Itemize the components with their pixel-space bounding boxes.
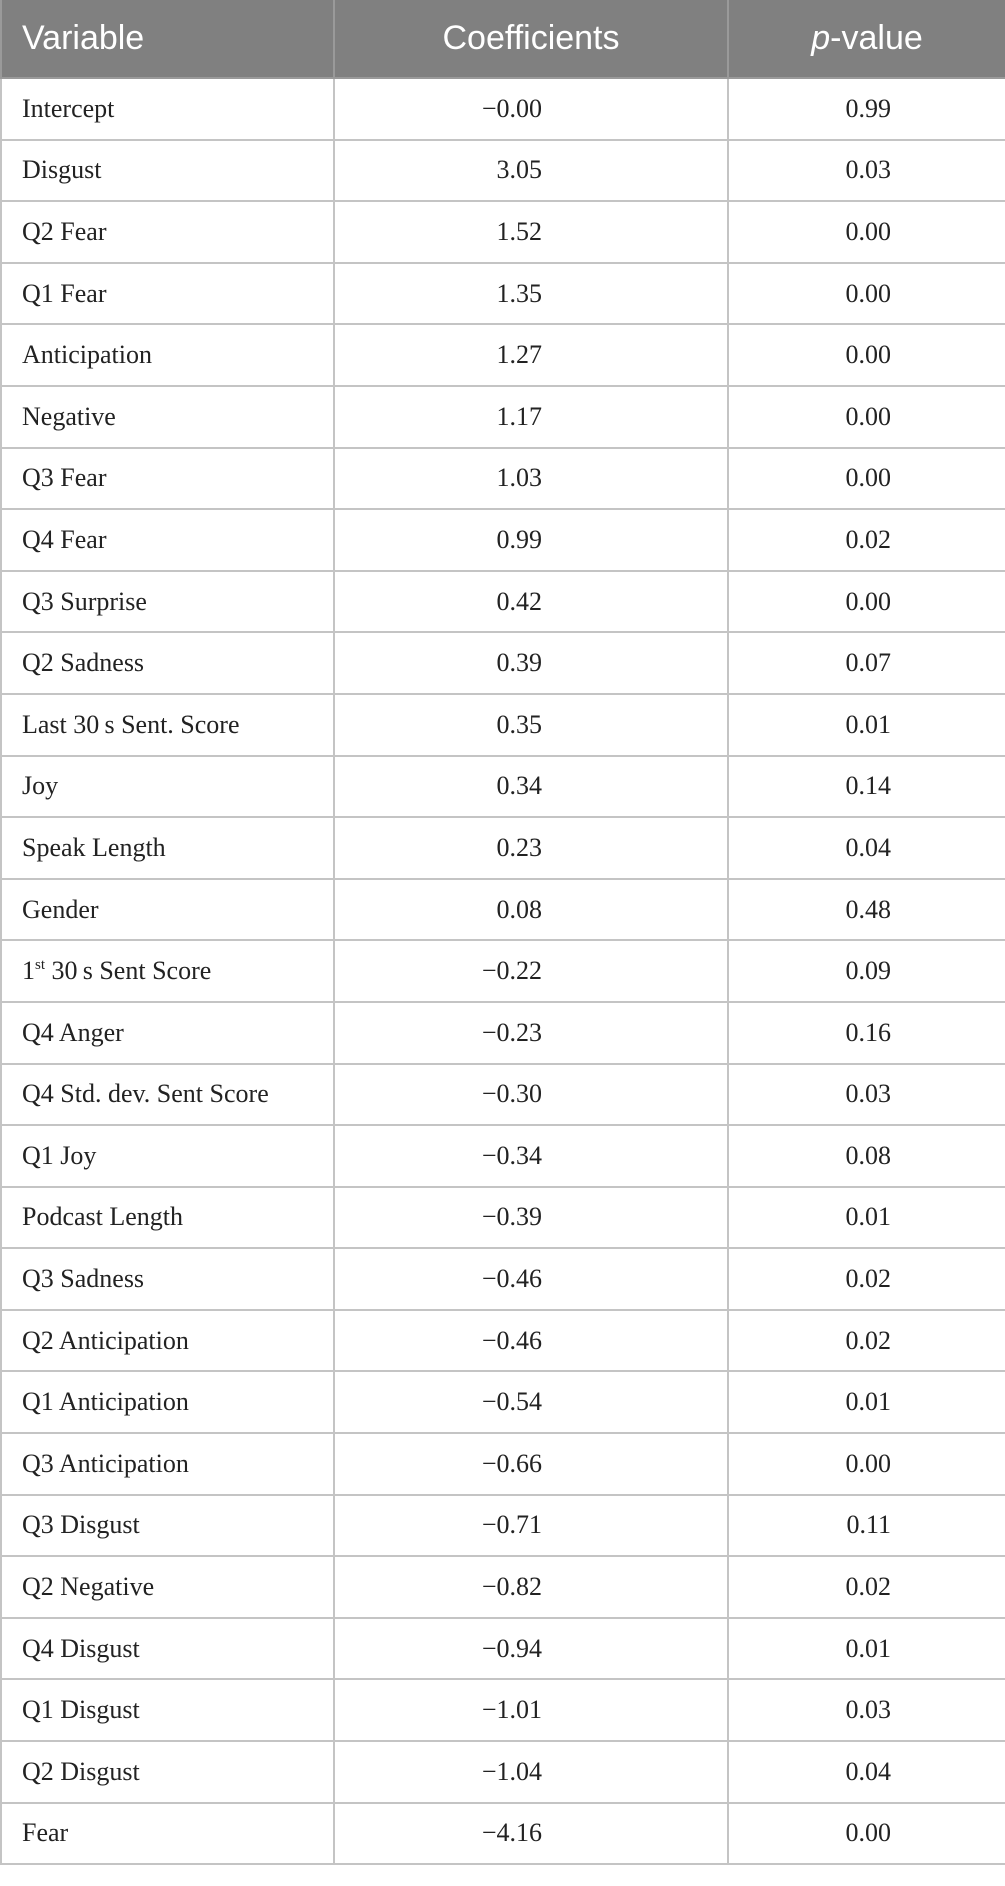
cell-pvalue: 0.01 bbox=[728, 694, 1005, 756]
table-row bbox=[1, 1002, 1005, 1064]
cell-pvalue: 0.00 bbox=[728, 386, 1005, 448]
cell-coefficient: 1.35 bbox=[334, 263, 728, 325]
table-row bbox=[1, 694, 1005, 756]
cell-pvalue: 0.00 bbox=[728, 448, 1005, 510]
cell-variable: Anticipation bbox=[1, 324, 334, 386]
cell-pvalue: 0.00 bbox=[728, 1433, 1005, 1495]
cell-coefficient: −0.66 bbox=[334, 1433, 728, 1495]
cell-coefficient: −4.16 bbox=[334, 1803, 728, 1865]
table-row bbox=[1, 1803, 1005, 1865]
cell-variable: Gender bbox=[1, 879, 334, 941]
cell-pvalue: 0.08 bbox=[728, 1125, 1005, 1187]
cell-pvalue: 0.03 bbox=[728, 1679, 1005, 1741]
cell-variable: Q2 Sadness bbox=[1, 632, 334, 694]
table-row bbox=[1, 201, 1005, 263]
table-row bbox=[1, 1310, 1005, 1372]
cell-coefficient: −0.46 bbox=[334, 1310, 728, 1372]
table-row bbox=[1, 817, 1005, 879]
cell-variable: Q4 Disgust bbox=[1, 1618, 334, 1680]
table-row bbox=[1, 1433, 1005, 1495]
table-row bbox=[1, 756, 1005, 818]
cell-variable: Q3 Disgust bbox=[1, 1495, 334, 1557]
table-body bbox=[1, 78, 1005, 1864]
cell-pvalue: 0.07 bbox=[728, 632, 1005, 694]
cell-coefficient: 1.03 bbox=[334, 448, 728, 510]
cell-pvalue: 0.01 bbox=[728, 1618, 1005, 1680]
cell-pvalue: 0.02 bbox=[728, 1248, 1005, 1310]
cell-coefficient: 3.05 bbox=[334, 140, 728, 202]
table-row bbox=[1, 1741, 1005, 1803]
cell-variable bbox=[1, 940, 334, 1002]
table-row bbox=[1, 1125, 1005, 1187]
cell-variable-suffix: 30 s Sent Score bbox=[45, 956, 212, 986]
cell-pvalue: 0.04 bbox=[728, 1741, 1005, 1803]
cell-pvalue: 0.99 bbox=[728, 78, 1005, 140]
table-row bbox=[1, 509, 1005, 571]
cell-coefficient: 1.52 bbox=[334, 201, 728, 263]
cell-coefficient: 0.42 bbox=[334, 571, 728, 633]
table-row bbox=[1, 78, 1005, 140]
cell-coefficient: −1.01 bbox=[334, 1679, 728, 1741]
header-pvalue bbox=[728, 0, 1005, 78]
cell-variable: Last 30 s Sent. Score bbox=[1, 694, 334, 756]
cell-variable: Q4 Fear bbox=[1, 509, 334, 571]
cell-coefficient: −0.30 bbox=[334, 1064, 728, 1126]
cell-coefficient: −0.54 bbox=[334, 1371, 728, 1433]
cell-pvalue: 0.03 bbox=[728, 140, 1005, 202]
cell-coefficient: 1.17 bbox=[334, 386, 728, 448]
cell-variable: Fear bbox=[1, 1803, 334, 1865]
table-row bbox=[1, 386, 1005, 448]
cell-variable: Q1 Disgust bbox=[1, 1679, 334, 1741]
cell-pvalue: 0.16 bbox=[728, 1002, 1005, 1064]
cell-variable: Speak Length bbox=[1, 817, 334, 879]
cell-pvalue: 0.03 bbox=[728, 1064, 1005, 1126]
cell-coefficient: −0.46 bbox=[334, 1248, 728, 1310]
cell-pvalue: 0.11 bbox=[728, 1495, 1005, 1557]
cell-variable: Q1 Fear bbox=[1, 263, 334, 325]
cell-variable: Q4 Anger bbox=[1, 1002, 334, 1064]
header-coefficients: Coefficients bbox=[334, 0, 728, 78]
cell-pvalue: 0.00 bbox=[728, 263, 1005, 325]
cell-variable: Joy bbox=[1, 756, 334, 818]
cell-coefficient: 0.99 bbox=[334, 509, 728, 571]
table-row bbox=[1, 879, 1005, 941]
cell-variable: Podcast Length bbox=[1, 1187, 334, 1249]
table-row bbox=[1, 263, 1005, 325]
cell-variable: Intercept bbox=[1, 78, 334, 140]
cell-pvalue: 0.14 bbox=[728, 756, 1005, 818]
cell-variable: Q3 Surprise bbox=[1, 571, 334, 633]
cell-variable: Disgust bbox=[1, 140, 334, 202]
cell-variable: Q2 Disgust bbox=[1, 1741, 334, 1803]
cell-coefficient: 0.39 bbox=[334, 632, 728, 694]
cell-variable: Q2 Fear bbox=[1, 201, 334, 263]
table-row bbox=[1, 940, 1005, 1002]
table-row bbox=[1, 1371, 1005, 1433]
table-row bbox=[1, 1187, 1005, 1249]
cell-pvalue: 0.01 bbox=[728, 1371, 1005, 1433]
cell-pvalue: 0.02 bbox=[728, 1310, 1005, 1372]
cell-coefficient: 0.08 bbox=[334, 879, 728, 941]
cell-variable: Q2 Negative bbox=[1, 1556, 334, 1618]
cell-coefficient: −0.71 bbox=[334, 1495, 728, 1557]
header-variable: Variable bbox=[1, 0, 334, 78]
cell-coefficient: 0.35 bbox=[334, 694, 728, 756]
cell-pvalue: 0.04 bbox=[728, 817, 1005, 879]
cell-coefficient: −0.39 bbox=[334, 1187, 728, 1249]
cell-coefficient: 0.23 bbox=[334, 817, 728, 879]
cell-variable-superscript: st bbox=[35, 957, 46, 974]
cell-coefficient: 0.34 bbox=[334, 756, 728, 818]
table-row bbox=[1, 1248, 1005, 1310]
cell-pvalue: 0.00 bbox=[728, 571, 1005, 633]
table-row bbox=[1, 1495, 1005, 1557]
header-pvalue-rest: -value bbox=[830, 19, 923, 57]
header-row bbox=[1, 0, 1005, 78]
cell-pvalue: 0.00 bbox=[728, 1803, 1005, 1865]
cell-pvalue: 0.00 bbox=[728, 324, 1005, 386]
cell-variable: Q1 Joy bbox=[1, 1125, 334, 1187]
table-row bbox=[1, 140, 1005, 202]
table-row bbox=[1, 448, 1005, 510]
table-header bbox=[1, 0, 1005, 78]
cell-variable: Q2 Anticipation bbox=[1, 1310, 334, 1372]
cell-coefficient: −0.22 bbox=[334, 940, 728, 1002]
table-row bbox=[1, 1679, 1005, 1741]
table-row bbox=[1, 571, 1005, 633]
table-row bbox=[1, 1064, 1005, 1126]
table-row bbox=[1, 1556, 1005, 1618]
cell-variable: Q1 Anticipation bbox=[1, 1371, 334, 1433]
cell-pvalue: 0.02 bbox=[728, 1556, 1005, 1618]
table-row bbox=[1, 324, 1005, 386]
cell-pvalue: 0.48 bbox=[728, 879, 1005, 941]
cell-variable: Q4 Std. dev. Sent Score bbox=[1, 1064, 334, 1126]
table-row bbox=[1, 632, 1005, 694]
cell-coefficient: −1.04 bbox=[334, 1741, 728, 1803]
cell-coefficient: −0.23 bbox=[334, 1002, 728, 1064]
cell-coefficient: −0.00 bbox=[334, 78, 728, 140]
cell-coefficient: −0.82 bbox=[334, 1556, 728, 1618]
cell-pvalue: 0.09 bbox=[728, 940, 1005, 1002]
cell-coefficient: −0.34 bbox=[334, 1125, 728, 1187]
cell-variable: Q3 Anticipation bbox=[1, 1433, 334, 1495]
cell-pvalue: 0.01 bbox=[728, 1187, 1005, 1249]
cell-variable-prefix: 1 bbox=[22, 956, 35, 986]
cell-variable: Negative bbox=[1, 386, 334, 448]
cell-coefficient: −0.94 bbox=[334, 1618, 728, 1680]
cell-variable: Q3 Sadness bbox=[1, 1248, 334, 1310]
header-pvalue-italic: p bbox=[811, 19, 831, 57]
cell-coefficient: 1.27 bbox=[334, 324, 728, 386]
cell-variable: Q3 Fear bbox=[1, 448, 334, 510]
table-row bbox=[1, 1618, 1005, 1680]
cell-pvalue: 0.00 bbox=[728, 201, 1005, 263]
cell-pvalue: 0.02 bbox=[728, 509, 1005, 571]
